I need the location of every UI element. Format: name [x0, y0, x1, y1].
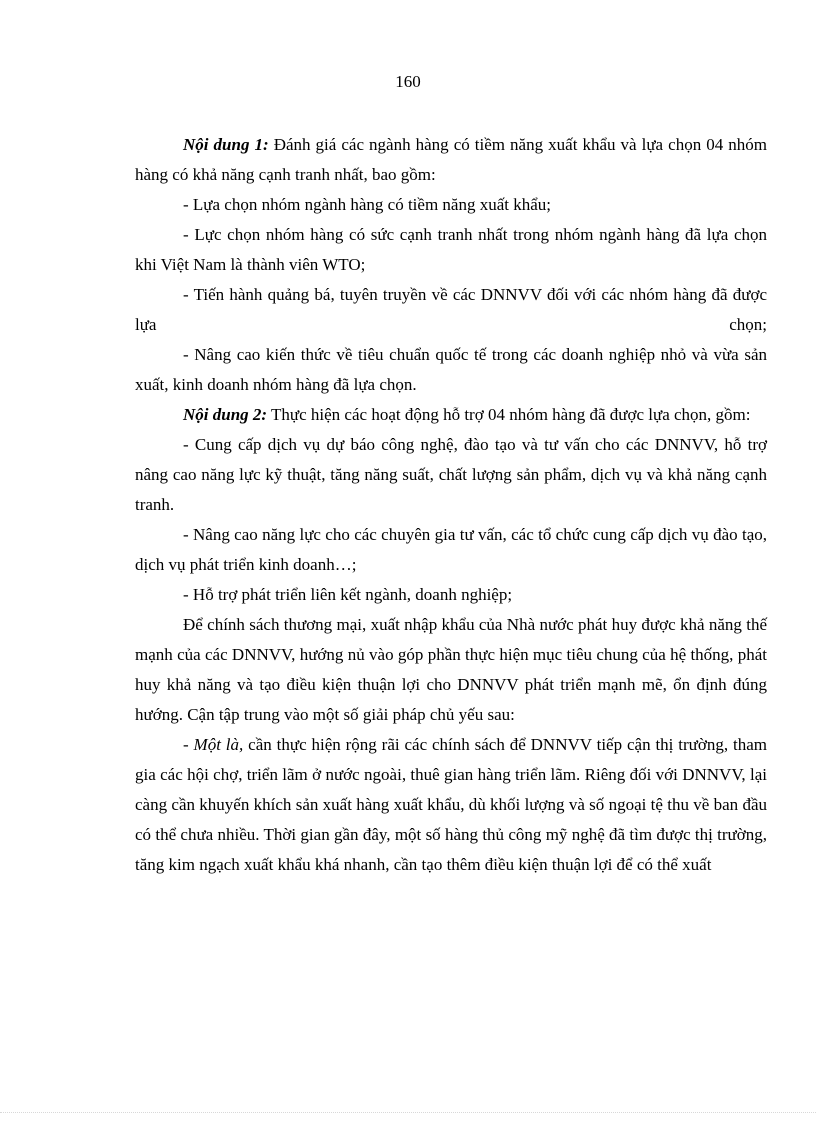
section2-item: - Cung cấp dịch vụ dự báo công nghệ, đào tạo và tư vấn cho các DNNVV, hỗ trợ nâng cao năng lực kỹ thuật, tăng năng suất, chất lượng sản phẩm, dịch vụ và khả năng cạnh tranh. — [135, 435, 767, 514]
section1-item: - Lực chọn nhóm hàng có sức cạnh tranh nhất trong nhóm ngành hàng đã lựa chọn khi Việt Nam là thành viên WTO; — [135, 225, 767, 274]
section2-paragraph — [135, 400, 767, 430]
section1-item: - Lựa chọn nhóm ngành hàng có tiềm năng xuất khẩu; — [183, 195, 552, 214]
section2-label: Nội dung 2: — [183, 405, 268, 424]
section1-label: Nội dung 1: — [183, 135, 269, 154]
section1-item: - Nâng cao kiến thức về tiêu chuẩn quốc tế trong các doanh nghiệp nhỏ và vừa sản xuất, kinh doanh nhóm hàng đã lựa chọn. — [135, 345, 767, 394]
section1-text: Đánh giá các ngành hàng có tiềm năng xuất khẩu và lựa chọn 04 nhóm hàng có khả năng cạnh tranh nhất, bao gồm: — [135, 135, 767, 184]
section2-item: - Hỗ trợ phát triển liên kết ngành, doanh nghiệp; — [183, 585, 513, 604]
document-body — [135, 130, 767, 880]
intro-paragraph: Để chính sách thương mại, xuất nhập khẩu của Nhà nước phát huy được khả năng thế mạnh của các DNNVV, hướng nủ vào góp phần thực hiện mục tiêu chung của hệ thống, phát huy khả năng và tạo điều kiện thuận lợi cho DNNVV phát triển mạnh mẽ, ổn định đúng hướng. Cận tập trung vào một số giải pháp chủ yếu sau: — [135, 615, 767, 724]
page-bottom-divider — [0, 1112, 816, 1113]
section1-paragraph — [135, 130, 767, 190]
page-number: 160 — [395, 72, 421, 91]
section2-item: - Nâng cao năng lực cho các chuyên gia tư vấn, các tổ chức cung cấp dịch vụ đào tạo, dịch vụ phát triển kinh doanh…; — [135, 525, 767, 574]
section1-item: - Tiến hành quảng bá, tuyên truyền về các DNNVV đối với các nhóm hàng đã được lựa chọn; — [135, 285, 767, 334]
solution1-paragraph — [135, 730, 767, 880]
solution1-label: - Một là, — [183, 735, 244, 754]
section2-text: Thực hiện các hoạt động hỗ trợ 04 nhóm hàng đã được lựa chọn, gồm: — [267, 405, 751, 424]
solution1-text: cần thực hiện rộng rãi các chính sách để DNNVV tiếp cận thị trường, tham gia các hội chợ, triển lãm ở nước ngoài, thuê gian hàng triển lãm. Riêng đối với DNNVV, lại càng cần khuyến khích sản xuất hàng xuất khẩu, dù khối lượng và số ngoại tệ thu về ban đầu có thể chưa nhiều. Thời gian gần đây, một số hàng thủ công mỹ nghệ đã tìm được thị trường, tăng kim ngạch xuất khẩu khá nhanh, cần tạo thêm điều kiện thuận lợi để có thể xuất — [135, 735, 767, 874]
